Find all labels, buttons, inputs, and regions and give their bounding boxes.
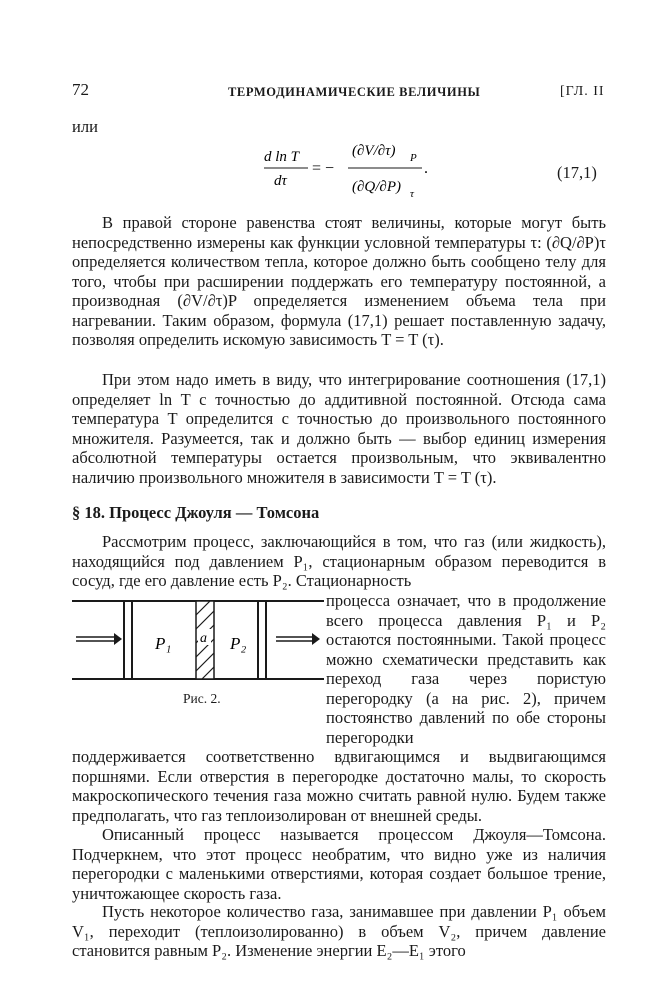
equation-number: (17,1) [557,163,597,182]
rhs-numerator: (∂V/∂τ) [352,143,396,159]
lhs-numerator: d ln T [264,149,300,165]
paragraph-3-top: Рассмотрим процесс, заключающийся в том, что газ (или жидкость), находящийся под давлением P₁, стационарным образом переводится в сосуд, где его давление есть P₂. Стационарность [72,532,606,590]
formula-svg [262,133,562,213]
formula-period: . [424,160,428,177]
paragraph-1: В правой стороне равенства стоят величины, которые могут быть непосредственно измерены как функции условной температуры τ: (∂Q/∂P)τ определяется количеством тепла, которое должно быть сообщено телу для того, чтобы при расширении поддержать его температуру постоянной, а производная (∂V/∂τ)P определяется изменением объема тела при нагревании. Таким образом, формула (17,1) решает поставленную задачу, позволяя определить искомую зависимость T = T (τ). [72,213,606,349]
paragraph-5: Пусть некоторое количество газа, занимавшее при давлении P₁ объем V₁, переходит (теплоизолированно) в объем V₂, причем давление становится равным P₂. Изменение энергии E₂—E₁ этого [72,902,606,960]
arrow-right [276,633,320,645]
paragraph-3-wrap: процесса означает, что в продолжение всего процесса давления P₁ и P₂ остаются постоянными. Такой процесс можно схематически представить как переход газа через пористую перегородку (a на рис. 2), причем постоянство давлений по обе стороны перегородки [326,591,606,747]
figure-caption: Рис. 2. [183,691,221,706]
arrow-left [76,633,122,645]
lhs-denominator: dτ [274,173,287,189]
section-title: § 18. Процесс Джоуля — Томсона [72,503,320,522]
chapter-marker: [ГЛ. II [560,84,605,99]
partition-label: a [200,631,207,646]
paragraph-3-bottom: поддерживается соответственно вдвигающимся и выдвигающимся поршнями. Если отверстия в перегородке достаточно малы, то скорость макроскопического течения газа можно считать равной нулю. Будем также предполагать, что газ теплоизолирован от внешней среды. [72,747,606,825]
page-number: 72 [72,80,89,99]
intro-word: или [72,117,98,136]
rhs-denominator-subscript: τ [410,188,414,200]
paragraph-2: При этом надо иметь в виду, что интегрирование соотношения (17,1) определяет ln T с точностью до аддитивной постоянной. Отсюда сама температура T определится с точностью до произвольного постоянного множителя. Разумеется, так и должно быть — выбор единиц измерения абсолютной температуры остается произвольным, что эквивалентно наличию произвольного множителя в зависимости T = T (τ). [72,370,606,487]
pressure-label-right: P₂ [230,634,247,653]
rhs-numerator-subscript: P [410,152,417,164]
running-title: ТЕРМОДИНАМИЧЕСКИЕ ВЕЛИЧИНЫ [228,85,481,99]
figure-2-diagram [70,597,326,692]
rhs-denominator: (∂Q/∂P) [352,179,401,195]
paragraph-4: Описанный процесс называется процессом Джоуля—Томсона. Подчеркнем, что этот процесс необратим, что видно уже из наличия перегородки с маленькими отверстиями, которая создает большое трение, уничтожающее скорость газа. [72,825,606,903]
formula-equals: = − [312,160,335,177]
pressure-label-left: P₁ [155,634,172,653]
